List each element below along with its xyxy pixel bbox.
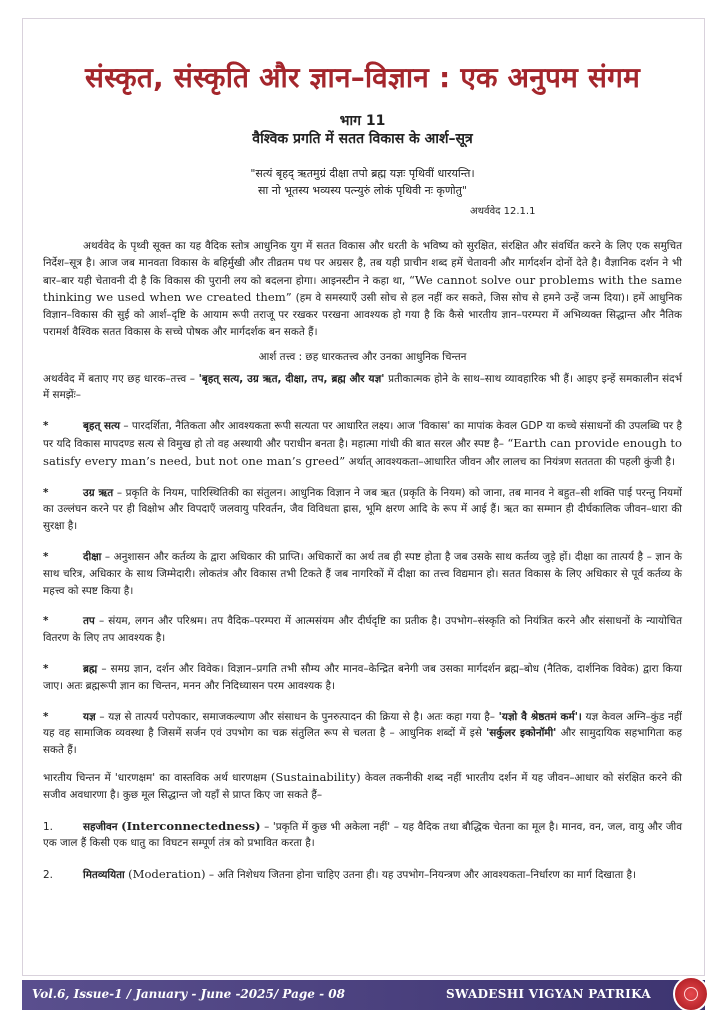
item-term: मितव्ययिता: [83, 869, 125, 882]
sanskrit-verse: [0, 165, 725, 199]
section-lead: [43, 371, 682, 405]
item-text: – 'प्रकृति में कुछ भी अकेला नहीं' – यह वैदिक तथा बौद्धिक चेतना का मूल है। मानव, वन, जल, वायु और जीव एक जाल हैं किसी एक धातु का विघटन सम्पूर्ण तंत्र को प्रभावित करता है।: [43, 820, 682, 850]
einstein-quote: “We cannot solve our problems with the same thinking we used when we created them”: [43, 272, 682, 305]
lead-bold: 'बृहत् सत्य, उग्र ऋत, दीक्षा, तप, ब्रह्म और यज्ञ': [198, 372, 385, 385]
intro-text-continued: (हम वे समस्याएँ उसी सोच से हल नहीं कर सकते, जिस सोच से हमने उन्हें जन्म दिया)। हमें आधुनिक विज्ञान–विकास की सुई को आर्श–दृष्टि के आयाम रूपी तराजू पर रखकर परखना आवश्यक हो गया है कि कैसे भारतीय ज्ञान–परम्परा में अभिव्यक्त सिद्धान्त और नैतिक परामर्श वैश्विक सतत विकास के सच्चे पोषक और मार्गदर्शक बन सकते हैं।: [43, 292, 682, 338]
list-item: [43, 613, 682, 647]
item-text: – समग्र ज्ञान, दर्शन और विवेक। विज्ञान–प्रगति तभी सौम्य और मानव–केन्द्रित बनेगी जब उसका मार्गदर्शन ब्रह्म–बोध (नैतिक, दार्शनिक विवेक) द्वारा किया जाए। अतः ब्रह्मरूपी ज्ञान का चिन्तन, मनन और निदिध्यासन परम आवश्यक है।: [43, 662, 683, 692]
page-footer: [0, 980, 725, 1010]
circular-economy-term: 'सर्कुलर इकोनॉमी': [486, 727, 557, 740]
item-text: – अति निशेधय जितना होना चाहिए उतना ही। यह उपभोग–नियन्त्रण और आवश्यकता–निर्धारण का मार्ग दिखाता है।: [208, 869, 636, 882]
list-item: [43, 485, 682, 535]
item-term: यज्ञ: [83, 710, 96, 723]
item-text-continued: यज्ञ केवल अग्नि–कुंड नहीं यह वह सामाजिक व्यवस्था है जिसमें सर्जन एवं उपभोग का चक्र संतुलित रूप से चलता है – आधुनिक शब्दों में इसे: [43, 710, 682, 740]
item-term: सहजीवन: [83, 820, 118, 833]
intro-paragraph: [43, 238, 682, 341]
item-text: – पारदर्शिता, नैतिकता और आवश्यकता रूपी सत्यता पर आधारित लक्ष्य। आज 'विकास' का मापांक केवल GDP या कच्चे संसाधनों की उपलब्धि पर है पर यदि विकास मापदण्ड सत्य से विमुख हो तो वह अस्थायी और पराधीन बनता है। महात्मा गांधी की बात सरल और स्पष्ट है–: [43, 420, 682, 450]
article-body: [43, 238, 682, 884]
item-number: 2.: [43, 869, 53, 882]
part-number: भाग 11: [339, 113, 386, 129]
section-heading: आर्श तत्त्व : छह धारकतत्त्व और उनका आधुनिक चिन्तन: [258, 350, 467, 363]
lead-text: अथर्ववेद में बताए गए छह धारक–तत्त्व –: [43, 372, 195, 385]
item-term: ब्रह्म: [83, 662, 98, 675]
bullet: *: [43, 710, 49, 723]
issue-info: Vol.6, Issue-1 / January - June -2025/ Page - 08: [32, 987, 345, 1001]
bullet: *: [43, 486, 49, 499]
item-text: – अनुशासन और कर्तव्य के द्वारा अधिकार की प्राप्ति। अधिकारों का अर्थ तब ही स्पष्ट होता है जब उसके साथ कर्तव्य जुड़े हों। दीक्षा का तात्पर्य है – ज्ञान के साथ चरित्र, अधिकार के साथ जिम्मेदारी। लोकतंत्र और विकास तभी टिकते हैं जब नागरिकों में दीक्षा का तत्त्व विद्यमान हो। सतत विकास के लिए अधिकार से पूर्व कर्तव्य के महत्त्व को स्पष्ट किया है।: [43, 550, 682, 597]
article-subtitle: वैश्विक प्रगति में सतत विकास के आर्श–सूत्र: [252, 131, 473, 147]
item-term: तप: [83, 615, 95, 628]
item-english-term: (Interconnectedness): [121, 818, 261, 833]
verse-line-2: सा नो भूतस्य भव्यस्य पत्न्युरुं लोकं पृथिवी नः कृणोतु": [258, 184, 467, 197]
page-title: संस्कृत, संस्कृति और ज्ञान–विज्ञान : एक अनुपम संगम: [84, 61, 641, 94]
journal-name: SWADESHI VIGYAN PATRIKA: [446, 987, 651, 1001]
closing-text: भारतीय चिन्तन में 'धारणक्षम' का वास्तविक अर्थ धारणक्षम: [43, 771, 267, 784]
list-item: [43, 549, 682, 599]
item-term: उग्र ऋत: [83, 486, 114, 499]
item-text: – प्रकृति के नियम, पारिस्थितिकी का संतुलन। आधुनिक विज्ञान ने जब ऋत (प्रकृति के नियम) को जाना, तब मानव ने बहुत–सी शक्ति पाई परन्तु नियमों का उल्लंघन करने पर ही विक्षोभ और विपदाएँ जलवायु परिवर्तन, जैव विविधता ह्रास, भूमि क्षरण आदि के रूप में आई हैं। ऋत का सम्मान ही दीर्घकालिक जीवन–धारा की सुरक्षा है।: [43, 486, 682, 533]
gandhi-quote: “Earth can provide enough to satisfy every man’s need, but not one man’s greed”: [43, 435, 683, 468]
verse-source: अथर्ववेद 12.1.1: [470, 206, 536, 217]
bullet: *: [43, 615, 49, 628]
item-english-term: (Moderation): [128, 867, 206, 882]
item-term: बृहत् सत्य: [83, 420, 121, 433]
list-item: [43, 661, 682, 695]
journal-emblem-icon: [673, 976, 709, 1012]
closing-paragraph: [43, 769, 682, 804]
numbered-item: [43, 866, 682, 884]
item-text: – संयम, लगन और परिश्रम। तप वैदिक–परम्परा में आत्मसंयम और दीर्घदृष्टि का प्रतीक है। उपभोग–संस्कृति को नियंत्रित करने और संसाधनों के न्यायोचित वितरण के लिए तप आवश्यक है।: [43, 615, 682, 645]
yajna-quote: 'यज्ञो वै श्रेष्ठतमं कर्म'।: [498, 710, 582, 723]
verse-line-1: "सत्यं बृहद् ऋतमुग्रं दीक्षा तपो ब्रह्म यज्ञः पृथिवीं धारयन्ति।: [250, 167, 475, 180]
list-item: [43, 709, 682, 759]
item-text-end: और सामुदायिक सहभागिता कह सकते हैं।: [43, 727, 682, 757]
closing-text-continued: केवल तकनीकी शब्द नहीं भारतीय दर्शन में यह जीवन–आधार को संरक्षित करने की सजीव अवधारणा है। कुछ मूल सिद्धान्त जो यहाँ से प्राप्त किए जा सकते हैं–: [43, 771, 682, 801]
item-text: – यज्ञ से तात्पर्य परोपकार, समाजकल्याण और संसाधन के पुनरुत्पादन की क्रिया से है। अतः कहा गया है–: [99, 710, 495, 723]
bullet: *: [43, 550, 49, 563]
item-text-continued: अर्थात् आवश्यकता–आधारित जीवन और लालच का नियंत्रण सततता की पहली कुंजी है।: [348, 455, 675, 468]
list-item: [43, 418, 682, 470]
sustainability-term: (Sustainability): [270, 769, 361, 784]
intro-text: अथर्ववेद के पृथ्वी सूक्त का यह वैदिक स्तोत्र आधुनिक युग में सतत विकास और धरती के भविष्य को सुरक्षित, संरक्षित और संवर्धित करने के लिए एक समुचित निर्देश–सूत्र है। आज जब मानवता विकास के बहिर्मुखी और तीव्रतम पथ पर अग्रसर है, तब यही प्राचीन शब्द हमें चेतावनी और मार्गदर्शन दोनों देते है। वैज्ञानिक दर्शन ने भी बार–बार यही चेतावनी दी है कि विकास की पुरानी लय को बदलना होगा। आइनस्टीन ने कहा था,: [43, 240, 682, 287]
item-number: 1.: [43, 820, 53, 833]
bullet: *: [43, 662, 49, 675]
item-term: दीक्षा: [83, 550, 102, 563]
numbered-item: [43, 818, 682, 853]
lead-text-continued: प्रतीकात्मक होने के साथ–साथ व्यावहारिक भी हैं। आइए इन्हें समकालीन संदर्भ में समझेंः–: [43, 372, 682, 402]
bullet: *: [43, 420, 49, 433]
